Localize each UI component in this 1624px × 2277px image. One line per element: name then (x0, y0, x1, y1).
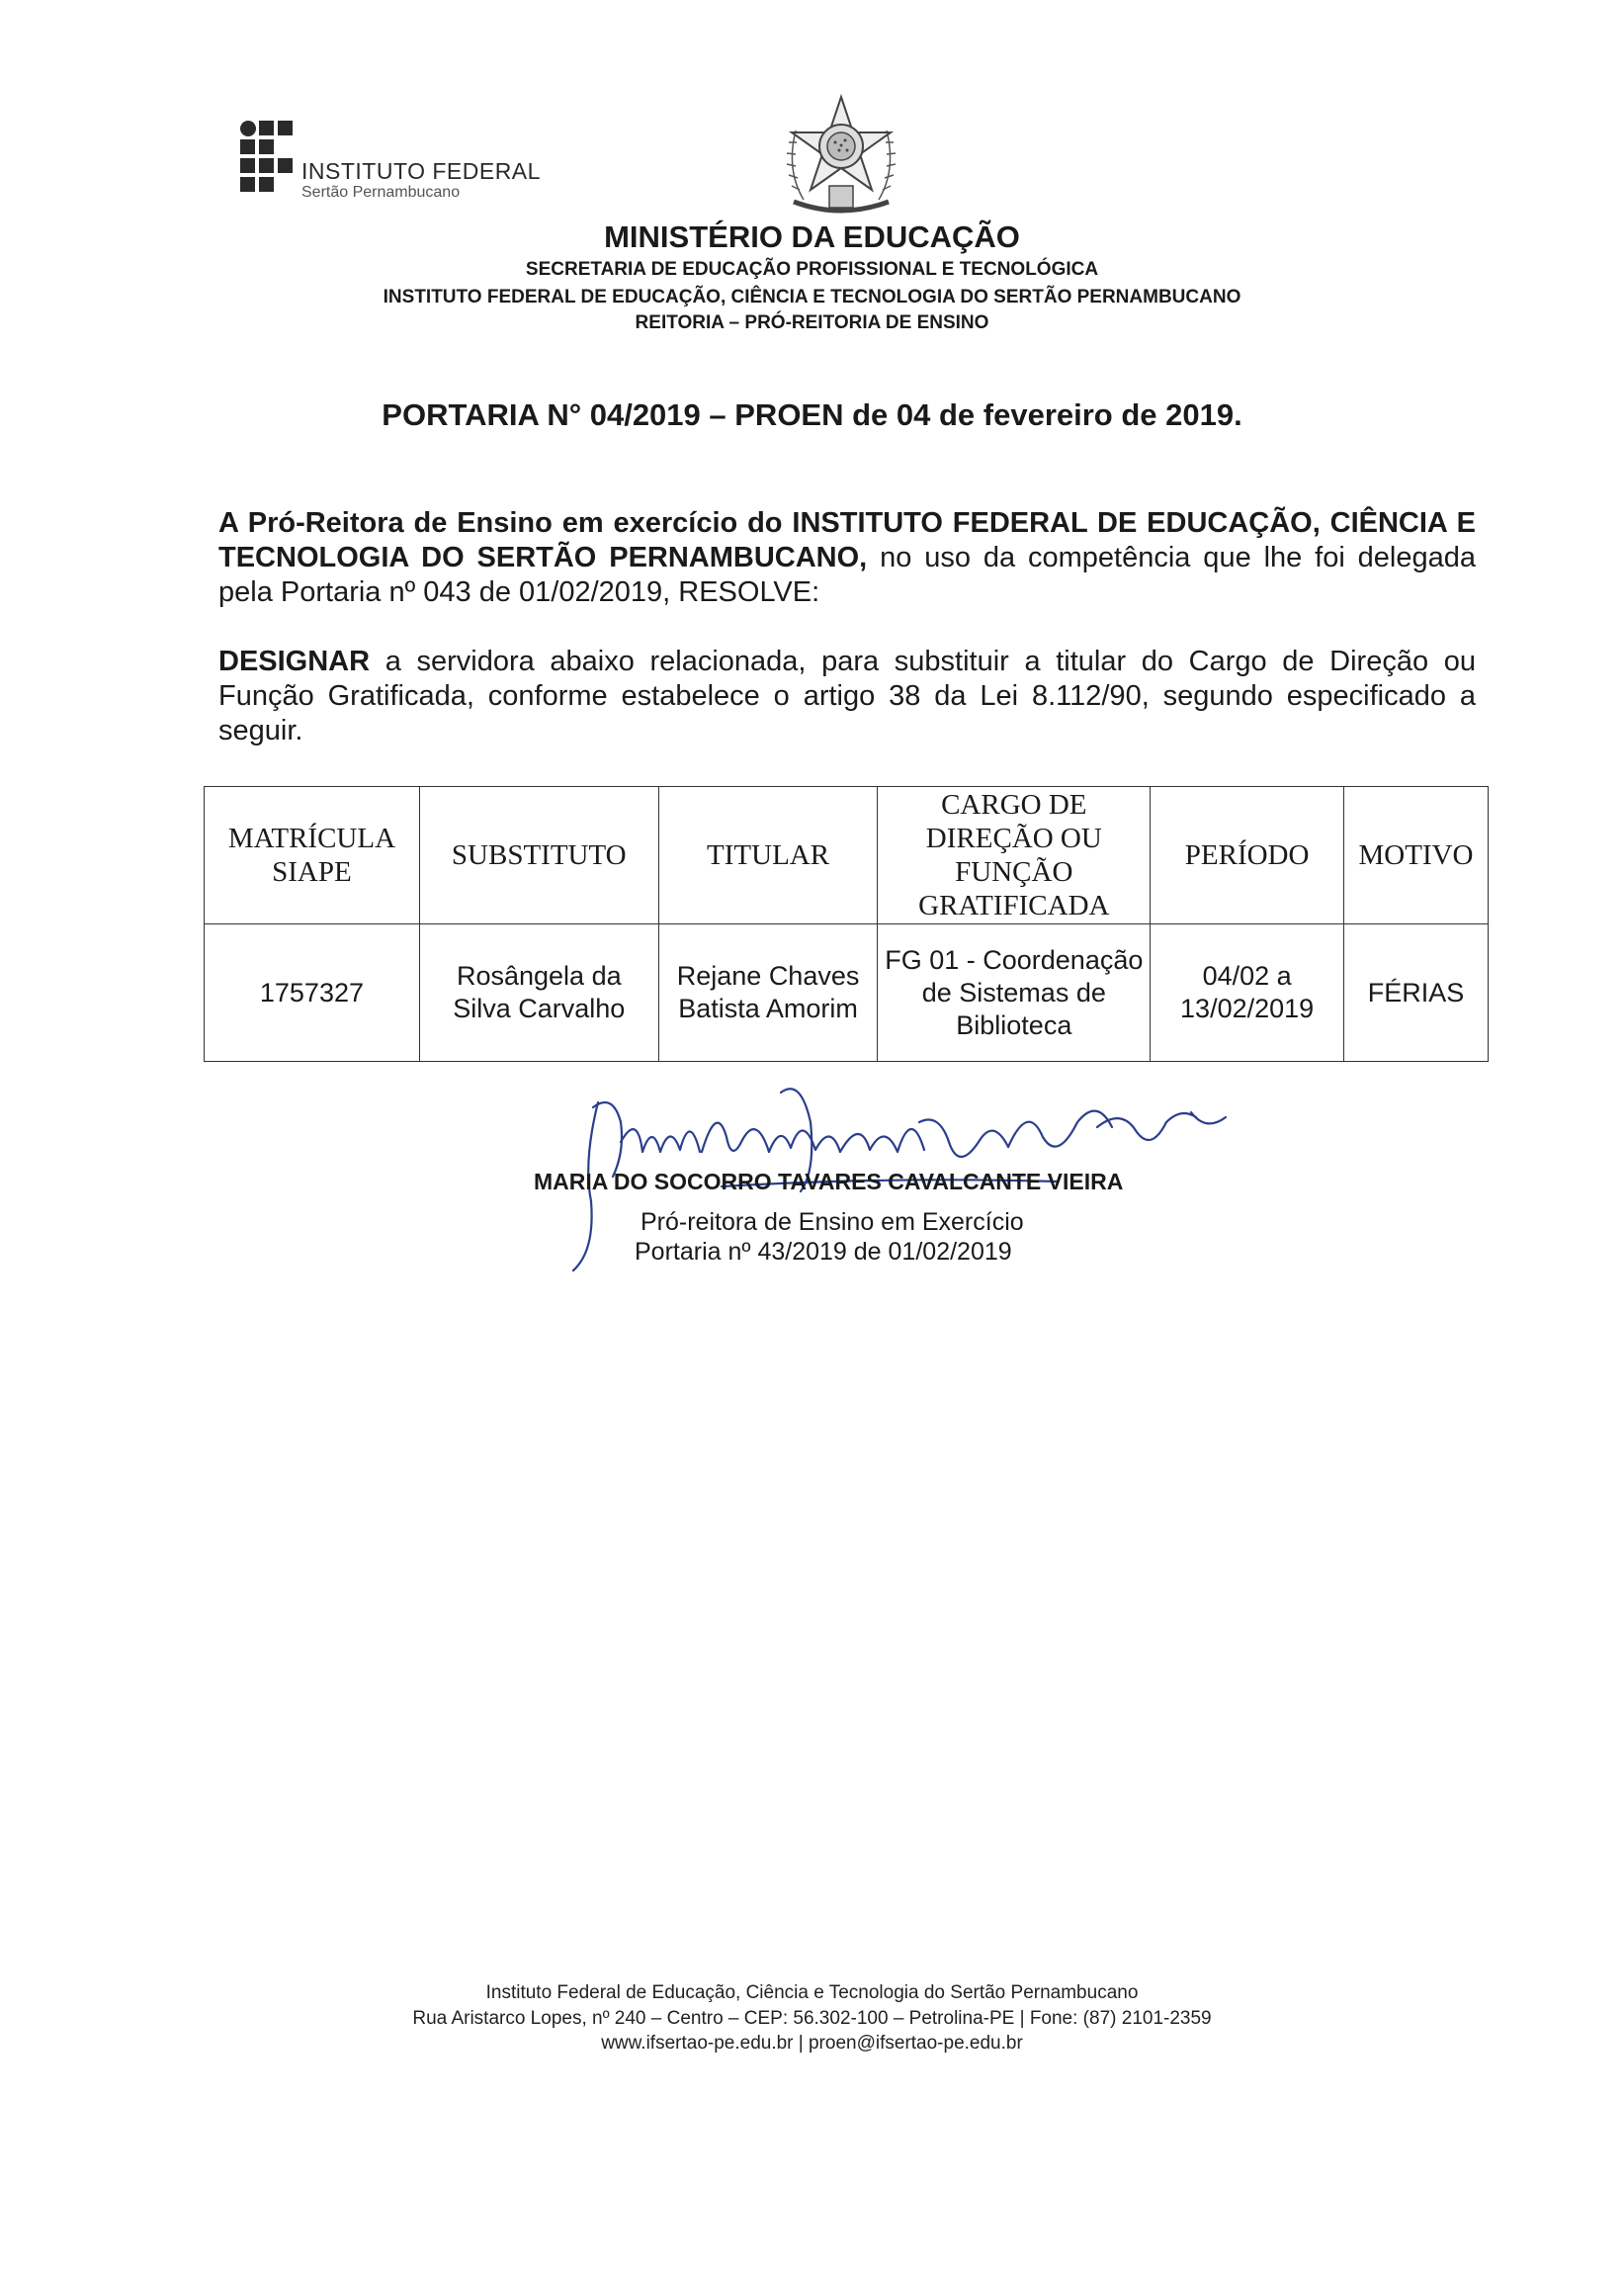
header-titular: TITULAR (658, 787, 878, 924)
cell-motivo: FÉRIAS (1344, 924, 1489, 1062)
designation-paragraph (218, 645, 1476, 748)
cell-matricula: 1757327 (205, 924, 420, 1062)
substitution-table (204, 786, 1489, 1062)
cell-cargo: FG 01 - Coordenação de Sistemas de Biblioteca (878, 924, 1151, 1062)
cell-periodo: 04/02 a 13/02/2019 (1151, 924, 1344, 1062)
cell-substituto: Rosângela da Silva Carvalho (419, 924, 658, 1062)
preamble-rest: no uso da competência que lhe foi delegada pela Portaria nº 043 de 01/02/2019, RESOLVE: (218, 542, 1476, 608)
footer-institute: Instituto Federal de Educação, Ciência e Tecnologia do Sertão Pernambucano (485, 1982, 1139, 2003)
ministry-heading: MINISTÉRIO DA EDUCAÇÃO (604, 219, 1020, 254)
logo-subtitle: Sertão Pernambucano (301, 184, 461, 201)
preamble-paragraph (218, 506, 1476, 610)
footer-contact: www.ifsertao-pe.edu.br | proen@ifsertao-pe.edu.br (601, 2033, 1023, 2054)
logo-grid-icon (240, 121, 298, 200)
designation-bold: DESIGNAR (218, 646, 371, 677)
table-header-row (205, 787, 1489, 924)
signatory-name: MARIA DO SOCORRO TAVARES CAVALCANTE VIEIRA (534, 1169, 1124, 1194)
header-matricula: MATRÍCULA SIAPE (205, 787, 420, 924)
header-substituto: SUBSTITUTO (419, 787, 658, 924)
cell-titular: Rejane Chaves Batista Amorim (658, 924, 878, 1062)
institute-heading: INSTITUTO FEDERAL DE EDUCAÇÃO, CIÊNCIA E TECNOLOGIA DO SERTÃO PERNAMBUCANO (383, 287, 1241, 307)
signatory-role: Pró-reitora de Ensino em Exercício (641, 1208, 1024, 1236)
portaria-title: PORTARIA N° 04/2019 – PROEN de 04 de fevereiro de 2019. (382, 397, 1242, 432)
logo-title: INSTITUTO FEDERAL (301, 158, 541, 184)
header-cargo: CARGO DE DIREÇÃO OU FUNÇÃO GRATIFICADA (878, 787, 1151, 924)
header-periodo: PERÍODO (1151, 787, 1344, 924)
header-motivo: MOTIVO (1344, 787, 1489, 924)
signatory-portaria: Portaria nº 43/2019 de 01/02/2019 (635, 1238, 1012, 1266)
designation-rest: a servidora abaixo relacionada, para substituir a titular do Cargo de Direção ou Função Gratificada, conforme estabelece o artigo 38 da Lei 8.112/90, segundo especificado a seguir. (218, 646, 1476, 746)
preamble-bold: A Pró-Reitora de Ensino em exercício do INSTITUTO FEDERAL DE EDUCAÇÃO, CIÊNCIA E TECNOLOGIA DO SERTÃO PERNAMBUCANO, (218, 507, 1476, 573)
coat-of-arms-icon (774, 91, 908, 219)
footer-address: Rua Aristarco Lopes, nº 240 – Centro – CEP: 56.302-100 – Petrolina-PE | Fone: (87) 2101-2359 (412, 2008, 1212, 2029)
secretariat-heading: SECRETARIA DE EDUCAÇÃO PROFISSIONAL E TECNOLÓGICA (525, 259, 1099, 280)
table-row (205, 924, 1489, 1062)
institute-logo (240, 121, 541, 201)
office-heading: REITORIA – PRÓ-REITORIA DE ENSINO (635, 312, 989, 333)
